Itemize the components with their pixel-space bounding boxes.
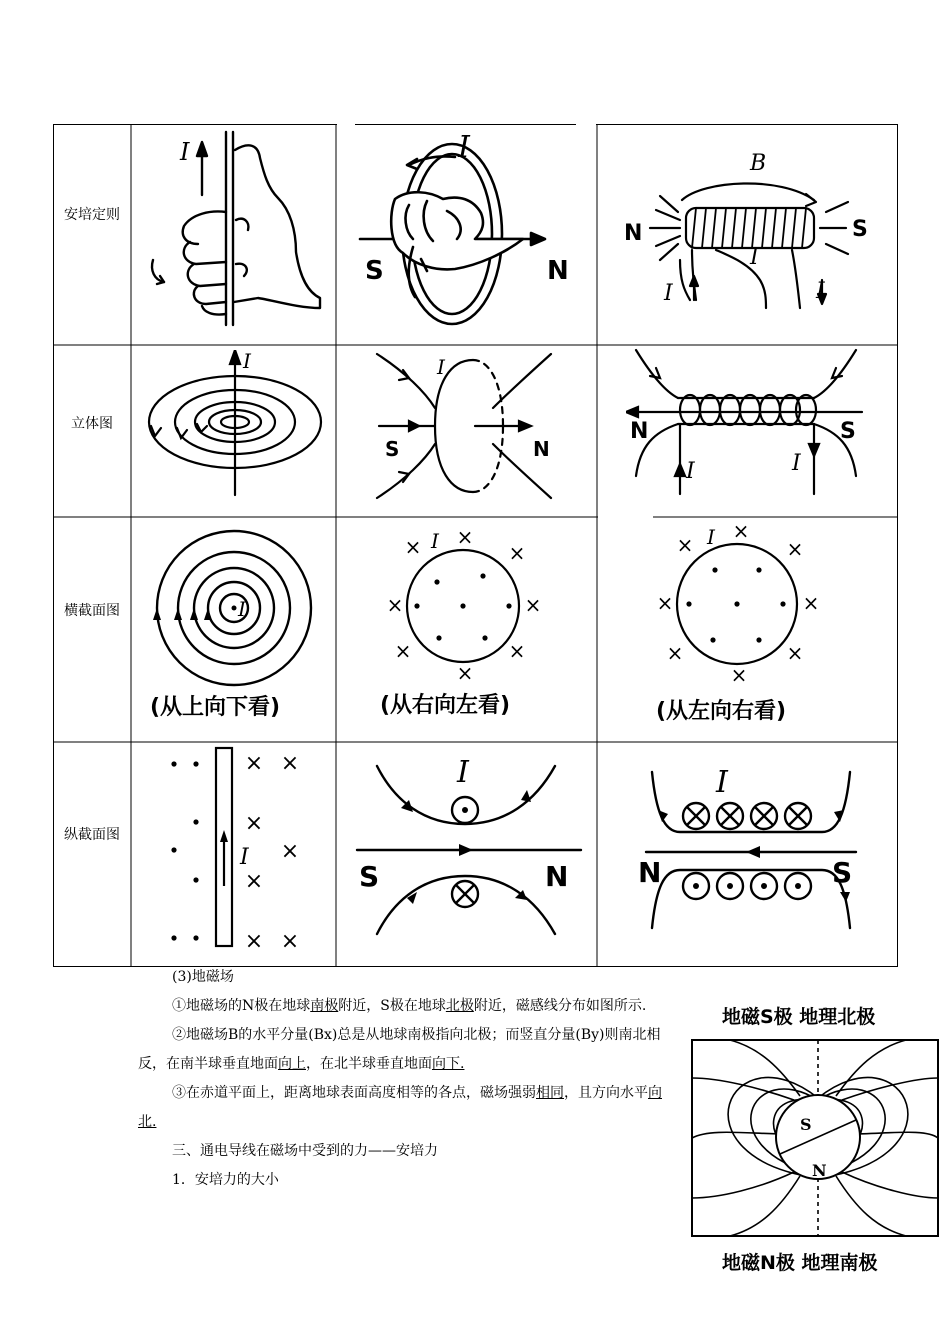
svg-text:×: × <box>730 663 748 687</box>
earth-top-label: 地磁S极 地理北极 <box>722 1006 876 1028</box>
svg-text:×: × <box>244 869 264 894</box>
current-label: I <box>240 845 249 870</box>
svg-text:×: × <box>280 751 300 776</box>
caption-left-view: (从左向右看) <box>656 699 787 724</box>
svg-text:×: × <box>508 639 526 663</box>
south-pole-label: S <box>359 860 380 893</box>
south-pole-label: S <box>365 256 384 286</box>
svg-text:×: × <box>676 533 694 557</box>
north-pole-label: N <box>630 419 649 444</box>
current-label: I <box>707 525 715 549</box>
current-label: I <box>664 281 673 306</box>
svg-text:×: × <box>244 811 264 836</box>
svg-text:×: × <box>280 839 300 864</box>
subsection-heading: 1．安培力的大小 <box>172 1172 279 1188</box>
south-pole-label: S <box>852 217 868 242</box>
geomagnetic-text <box>138 992 678 1195</box>
svg-text:×: × <box>244 751 264 776</box>
current-label: I <box>816 279 825 304</box>
svg-text:×: × <box>524 593 542 617</box>
current-label: I <box>716 765 728 800</box>
section-three-heading: 三、通电导线在磁场中受到的力——安培力 <box>172 1143 438 1159</box>
earth-bottom-label: 地磁N极 地理南极 <box>722 1252 878 1274</box>
south-pole-label: S <box>832 856 853 889</box>
row-label-cross-section: 横截面图 <box>64 603 120 619</box>
svg-text:×: × <box>394 639 412 663</box>
straight-wire-cross-section <box>148 528 320 688</box>
current-label: I <box>437 355 445 379</box>
north-pole-label: N <box>624 221 643 246</box>
svg-text:×: × <box>244 929 264 954</box>
current-label: I <box>180 138 190 166</box>
caption-right-view: (从右向左看) <box>380 693 511 718</box>
straight-wire-longitudinal <box>160 746 310 956</box>
svg-text:×: × <box>666 641 684 665</box>
para-3: ③在赤道平面上，距离地球表面高度相等的各点，磁场强弱相同，且方向水平向北. <box>138 1085 662 1130</box>
current-label: I <box>457 755 469 790</box>
current-label: I <box>458 130 470 165</box>
current-label: I <box>750 245 759 270</box>
earth-north-magnetic-label: N <box>812 1161 827 1180</box>
svg-text:×: × <box>404 535 422 559</box>
loop-cross-section <box>383 526 553 684</box>
para-2: ②地磁场B的水平分量(Bx)总是从地球南极指向北极；而竖直分量(By)则南北相反，在南半球垂直地面向上，在北半球垂直地面向下. <box>138 1027 661 1072</box>
row-label-longitudinal-section: 纵截面图 <box>64 827 120 843</box>
straight-wire-hand-diagram <box>140 130 330 330</box>
row-label-3d-view: 立体图 <box>71 416 113 432</box>
north-pole-label: N <box>638 856 662 889</box>
current-label: I <box>431 529 439 553</box>
svg-text:×: × <box>508 541 526 565</box>
svg-text:×: × <box>456 661 474 684</box>
solenoid-hand-diagram <box>620 140 875 310</box>
solenoid-3d-diagram <box>626 346 866 496</box>
svg-text:×: × <box>386 593 404 617</box>
north-pole-label: N <box>545 860 569 893</box>
earth-magnetic-field-diagram <box>690 1038 940 1238</box>
caption-top-view: (从上向下看) <box>150 695 281 720</box>
loop-3d-diagram <box>375 352 555 500</box>
current-label: I <box>238 597 246 621</box>
north-pole-label: N <box>533 437 550 461</box>
south-pole-label: S <box>385 437 400 461</box>
solenoid-cross-section <box>655 520 825 690</box>
loop-longitudinal <box>355 752 585 942</box>
current-label: I <box>243 350 251 373</box>
svg-text:×: × <box>802 591 820 615</box>
svg-text:×: × <box>656 591 674 615</box>
para-1: ①地磁场的N极在地球南极附近，S极在地球北极附近，磁感线分布如图所示. <box>172 998 647 1014</box>
geomagnetic-title: (3)地磁场 <box>172 969 234 985</box>
current-label: I <box>686 459 695 484</box>
south-pole-label: S <box>840 419 856 444</box>
field-label: B <box>750 151 767 176</box>
svg-text:×: × <box>456 526 474 549</box>
earth-south-magnetic-label: S <box>800 1115 812 1134</box>
svg-text:×: × <box>732 520 750 543</box>
north-pole-label: N <box>547 256 569 286</box>
row-label-ampere-rule: 安培定则 <box>64 207 120 223</box>
loop-hand-diagram <box>355 127 580 327</box>
svg-text:×: × <box>786 641 804 665</box>
svg-text:×: × <box>786 537 804 561</box>
solenoid-longitudinal <box>636 762 866 934</box>
current-label: I <box>792 451 801 476</box>
svg-text:×: × <box>280 929 300 954</box>
straight-wire-3d-diagram <box>145 350 325 498</box>
